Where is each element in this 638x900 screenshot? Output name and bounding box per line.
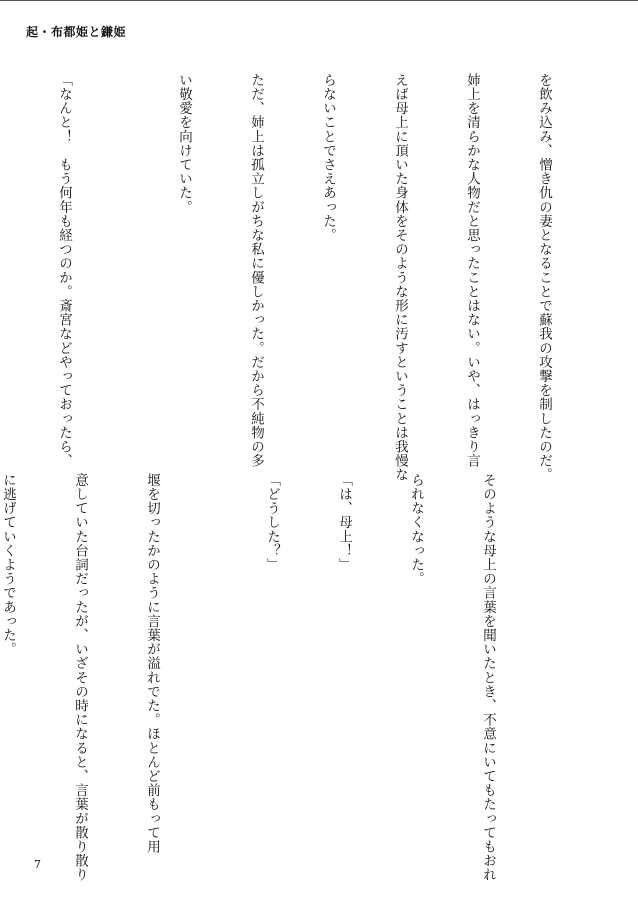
bottom-text-block xyxy=(0,473,548,882)
text-column: ただ、姉上は孤立しがちな私に優しかった。だから不純物の多 xyxy=(248,73,264,468)
text-column: 堰を切ったかのように言葉が溢れでた。ほとんど前もって用 xyxy=(144,473,160,854)
text-column: らないことでさえあった。 xyxy=(320,73,336,243)
text-column: えば母上に頂いた身体をそのような形に汚すということは我慢な xyxy=(392,73,408,482)
text-column: い敬愛を向けていた。 xyxy=(176,73,192,214)
text-column: を飲み込み、憎き仇の妻となることで蘇我の攻撃を制したのだ。 xyxy=(536,73,552,482)
text-column: そのような母上の言葉を聞いたとき、不意にいてもたってもおれ xyxy=(480,473,496,882)
text-column: 姉上を清らかな人物だと思ったことはない。いや、はっきり言 xyxy=(464,73,480,468)
text-column: 「は、母上！」 xyxy=(336,473,352,572)
text-column: 「なんと！ もう何年も経つのか。斎宮などやっておったら、 xyxy=(56,73,72,468)
text-column: 「どうした？」 xyxy=(264,473,280,572)
chapter-header: 起・布都姫と鎌姫 xyxy=(26,25,127,39)
text-column: られなくなった。 xyxy=(408,473,424,586)
top-text-block xyxy=(50,73,604,482)
text-column xyxy=(0,73,4,455)
text-column: に逃げていくようであった。 xyxy=(0,473,16,657)
page-number: 7 xyxy=(34,858,41,871)
text-column: 意していた台詞だったが、いざその時になると、言葉が散り散り xyxy=(72,473,88,882)
